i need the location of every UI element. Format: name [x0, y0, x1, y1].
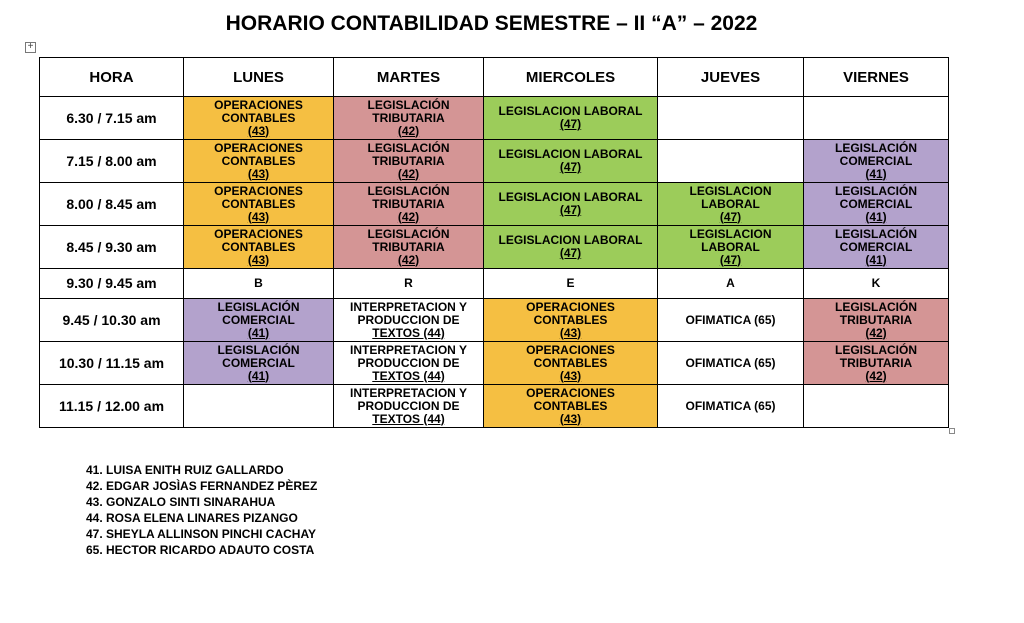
course-line: LEGISLACIÓN: [834, 140, 917, 155]
course-line: TRIBUTARIA: [372, 239, 445, 254]
course-line: LEGISLACION LABORAL: [498, 104, 643, 118]
class-cell: [334, 342, 484, 385]
schedule-row: [40, 140, 949, 183]
course-line: K: [871, 276, 881, 290]
teacher-code: (42): [397, 166, 420, 181]
class-cell: [804, 269, 949, 299]
class-cell: [484, 183, 658, 226]
course-line: LEGISLACIÓN: [367, 183, 450, 198]
class-cell: [334, 183, 484, 226]
header-viernes: VIERNES: [804, 58, 949, 97]
course-line: LEGISLACIÓN: [367, 226, 450, 241]
course-line: TRIBUTARIA: [839, 312, 913, 327]
course-line: COMERCIAL: [839, 239, 913, 254]
class-cell: [658, 342, 804, 385]
course-line: COMERCIAL: [222, 312, 295, 327]
class-cell: [658, 385, 804, 428]
hour-cell: 7.15 / 8.00 am: [40, 140, 184, 183]
course-line: CONTABLES: [533, 398, 608, 413]
course-line: LEGISLACIÓN: [217, 342, 300, 357]
class-cell: [804, 385, 949, 428]
legend-item: 41. LUISA ENITH RUIZ GALLARDO: [86, 463, 284, 477]
hour-cell: 9.30 / 9.45 am: [40, 269, 184, 299]
class-cell: [804, 226, 949, 269]
header-lunes: LUNES: [184, 58, 334, 97]
course-line: COMERCIAL: [839, 153, 913, 168]
class-cell: [658, 140, 804, 183]
class-cell: [484, 140, 658, 183]
course-line: LEGISLACIÓN: [834, 183, 917, 198]
class-cell: [334, 299, 484, 342]
class-cell: [658, 269, 804, 299]
header-jueves: JUEVES: [658, 58, 804, 97]
class-cell: [484, 269, 658, 299]
teacher-code: (42): [865, 368, 887, 383]
course-line: OPERACIONES: [214, 140, 303, 155]
header-miercoles: MIERCOLES: [484, 58, 658, 97]
course-line: TRIBUTARIA: [372, 110, 445, 125]
course-line: COMERCIAL: [222, 355, 295, 370]
class-cell: [184, 385, 334, 428]
class-cell: [484, 385, 658, 428]
course-line: CONTABLES: [533, 312, 608, 327]
course-line: LEGISLACION LABORAL: [498, 190, 643, 204]
course-line: B: [254, 276, 263, 290]
hour-cell: 8.45 / 9.30 am: [40, 226, 184, 269]
class-cell: [484, 226, 658, 269]
class-cell: [334, 269, 484, 299]
class-cell: [658, 226, 804, 269]
class-cell: [658, 183, 804, 226]
teacher-code: (43): [559, 368, 582, 383]
schedule-row: [40, 299, 949, 342]
legend-item: 47. SHEYLA ALLINSON PINCHI CACHAY: [86, 527, 317, 541]
course-line: LEGISLACIÓN: [834, 299, 917, 314]
class-cell: [484, 299, 658, 342]
teacher-code: (41): [865, 252, 887, 267]
schedule-row: [40, 183, 949, 226]
course-line: OFIMATICA (65): [685, 312, 776, 327]
header-hora: HORA: [40, 58, 184, 97]
course-line: E: [566, 276, 575, 290]
teacher-code: (47): [559, 160, 582, 174]
course-line: LEGISLACIÓN: [834, 226, 917, 241]
schedule-row: [40, 342, 949, 385]
class-cell: [184, 299, 334, 342]
course-line: LABORAL: [701, 239, 760, 254]
class-cell: [334, 97, 484, 140]
class-cell: [804, 97, 949, 140]
hour-cell: 9.45 / 10.30 am: [40, 299, 184, 342]
legend-item: 44. ROSA ELENA LINARES PIZANGO: [86, 511, 298, 525]
hour-cell: 6.30 / 7.15 am: [40, 97, 184, 140]
class-cell: [804, 342, 949, 385]
teacher-code: TEXTOS (44): [372, 411, 445, 426]
class-cell: [184, 226, 334, 269]
course-line: TRIBUTARIA: [839, 355, 913, 370]
teacher-code: (42): [397, 209, 420, 224]
teacher-code: TEXTOS (44): [372, 368, 445, 383]
course-line: TRIBUTARIA: [372, 153, 445, 168]
course-line: LEGISLACION: [689, 226, 772, 241]
teacher-code: (43): [247, 166, 270, 181]
class-cell: [804, 183, 949, 226]
course-line: OPERACIONES: [214, 97, 303, 112]
class-cell: [658, 299, 804, 342]
class-cell: [334, 385, 484, 428]
course-line: COMERCIAL: [839, 196, 913, 211]
teacher-code: (43): [247, 123, 270, 138]
teacher-code: (42): [865, 325, 887, 340]
course-line: INTERPRETACION Y: [350, 385, 467, 400]
schedule-row: [40, 97, 949, 140]
class-cell: [334, 140, 484, 183]
course-line: CONTABLES: [221, 196, 296, 211]
course-line: LEGISLACIÓN: [367, 140, 450, 155]
course-line: LEGISLACIÓN: [367, 97, 450, 112]
course-line: PRODUCCION DE: [357, 398, 460, 413]
teacher-code: (47): [719, 209, 742, 224]
legend-item: 42. EDGAR JOSÌAS FERNANDEZ PÈREZ: [86, 479, 318, 493]
class-cell: [658, 97, 804, 140]
class-cell: [184, 269, 334, 299]
header-row: [40, 58, 949, 97]
teacher-code: (41): [865, 209, 887, 224]
course-line: OFIMATICA (65): [685, 355, 776, 370]
teacher-code: (42): [397, 252, 420, 267]
hour-cell: 8.00 / 8.45 am: [40, 183, 184, 226]
course-line: R: [404, 276, 413, 290]
course-line: LEGISLACIÓN: [834, 342, 917, 357]
hour-cell: 10.30 / 11.15 am: [40, 342, 184, 385]
course-line: LEGISLACION: [689, 183, 772, 198]
class-cell: [184, 342, 334, 385]
class-cell: [184, 97, 334, 140]
class-cell: [804, 299, 949, 342]
course-line: LABORAL: [701, 196, 760, 211]
class-cell: [184, 183, 334, 226]
course-line: LEGISLACION LABORAL: [498, 233, 643, 247]
class-cell: [184, 140, 334, 183]
teacher-code: (47): [559, 246, 582, 260]
course-line: OPERACIONES: [526, 299, 615, 314]
teacher-code: (41): [865, 166, 887, 181]
teacher-code: TEXTOS (44): [372, 325, 445, 340]
course-line: OPERACIONES: [214, 183, 303, 198]
teacher-code: (42): [397, 123, 420, 138]
teacher-code: (43): [559, 411, 582, 426]
course-line: INTERPRETACION Y: [350, 299, 467, 314]
header-martes: MARTES: [334, 58, 484, 97]
teacher-code: (41): [247, 368, 270, 383]
schedule-row: [40, 385, 949, 428]
legend-item: 43. GONZALO SINTI SINARAHUA: [86, 495, 276, 509]
course-line: TRIBUTARIA: [372, 196, 445, 211]
course-line: A: [726, 276, 735, 290]
teacher-code: (43): [559, 325, 582, 340]
teacher-legend: [86, 462, 317, 558]
teacher-code: (43): [247, 209, 270, 224]
table-move-handle-icon[interactable]: +: [25, 42, 36, 53]
hour-cell: 11.15 / 12.00 am: [40, 385, 184, 428]
course-line: OPERACIONES: [214, 226, 303, 241]
teacher-code: (47): [559, 117, 582, 131]
class-cell: [484, 97, 658, 140]
course-line: CONTABLES: [221, 153, 296, 168]
schedule-row: [40, 269, 949, 299]
course-line: CONTABLES: [221, 110, 296, 125]
teacher-code: (41): [247, 325, 270, 340]
teacher-code: (47): [559, 203, 582, 217]
course-line: LEGISLACION LABORAL: [498, 147, 643, 161]
course-line: OFIMATICA (65): [685, 398, 776, 413]
course-line: CONTABLES: [221, 239, 296, 254]
legend-item: 65. HECTOR RICARDO ADAUTO COSTA: [86, 543, 315, 557]
course-line: PRODUCCION DE: [357, 312, 460, 327]
page-title: HORARIO CONTABILIDAD SEMESTRE – II “A” – 2022: [225, 12, 758, 35]
course-line: PRODUCCION DE: [357, 355, 460, 370]
course-line: CONTABLES: [533, 355, 608, 370]
table-resize-handle-icon[interactable]: [949, 428, 955, 434]
course-line: INTERPRETACION Y: [350, 342, 467, 357]
teacher-code: (43): [247, 252, 270, 267]
schedule-row: [40, 226, 949, 269]
class-cell: [334, 226, 484, 269]
course-line: OPERACIONES: [526, 342, 615, 357]
class-cell: [804, 140, 949, 183]
teacher-code: (47): [719, 252, 742, 267]
course-line: LEGISLACIÓN: [217, 299, 300, 314]
course-line: OPERACIONES: [526, 385, 615, 400]
class-cell: [484, 342, 658, 385]
schedule-table: [39, 57, 949, 428]
